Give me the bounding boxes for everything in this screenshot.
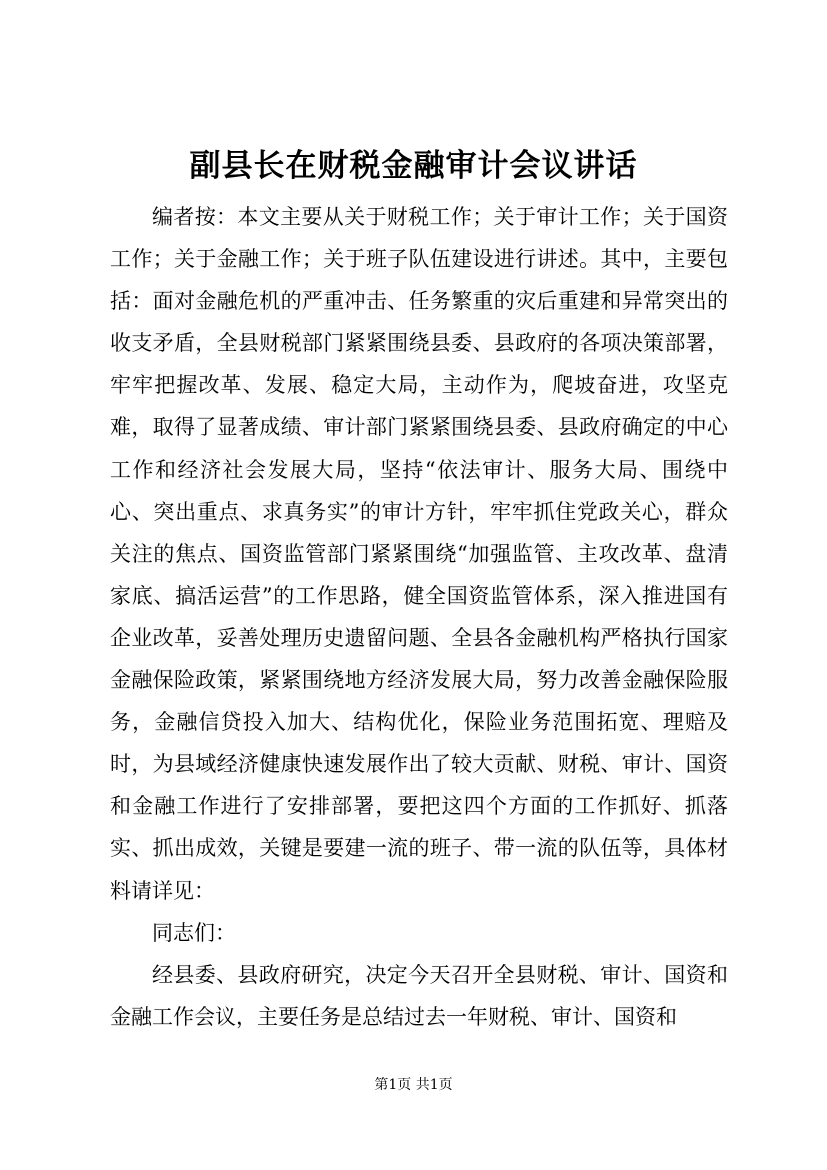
- document-title: 副县长在财税金融审计会议讲话: [189, 148, 638, 184]
- salutation-paragraph: 同志们：: [152, 920, 236, 945]
- editor-note-paragraph: 编者按：本文主要从关于财税工作；关于审计工作；关于国资工作；关于金融工作；关于班子队伍建设进行讲述。其中，主要包括：面对金融危机的严重冲击、任务繁重的灾后重建和异常突出的收支矛盾，全县财税部门紧紧围绕县委、县政府的各项决策部署，牢牢把握改革、发展、稳定大局，主动作为，爬坡奋进，攻坚克难，取得了显著成绩、审计部门紧紧围绕县委、县政府确定的中心工作和经济社会发展大局，坚持“依法审计、服务大局、围绕中心、突出重点、求真务实”的审计方针，牢牢抓住党政关心，群众关注的焦点、国资监管部门紧紧围绕“加强监管、主攻改革、盘清家底、搞活运营”的工作思路，健全国资监管体系，深入推进国有企业改革，妥善处理历史遗留问题、全县各金融机构严格执行国家金融保险政策，紧紧围绕地方经济发展大局，努力改善金融保险服务，金融信贷投入加大、结构优化，保险业务范围拓宽、理赔及时，为县域经济健康快速发展作出了较大贡献、财税、审计、国资和金融工作进行了安排部署，要把这四个方面的工作抓好、抓落实、抓出成效，关键是要建一流的班子、带一流的队伍等，具体材料请详见：: [110, 205, 728, 903]
- document-body: [110, 196, 728, 1038]
- page-number-footer: 第1页 共1页: [374, 1077, 453, 1093]
- speech-opening-paragraph: 经县委、县政府研究，决定今天召开全县财税、审计、国资和金融工作会议，主要任务是总结过去一年财税、审计、国资和: [110, 962, 728, 1029]
